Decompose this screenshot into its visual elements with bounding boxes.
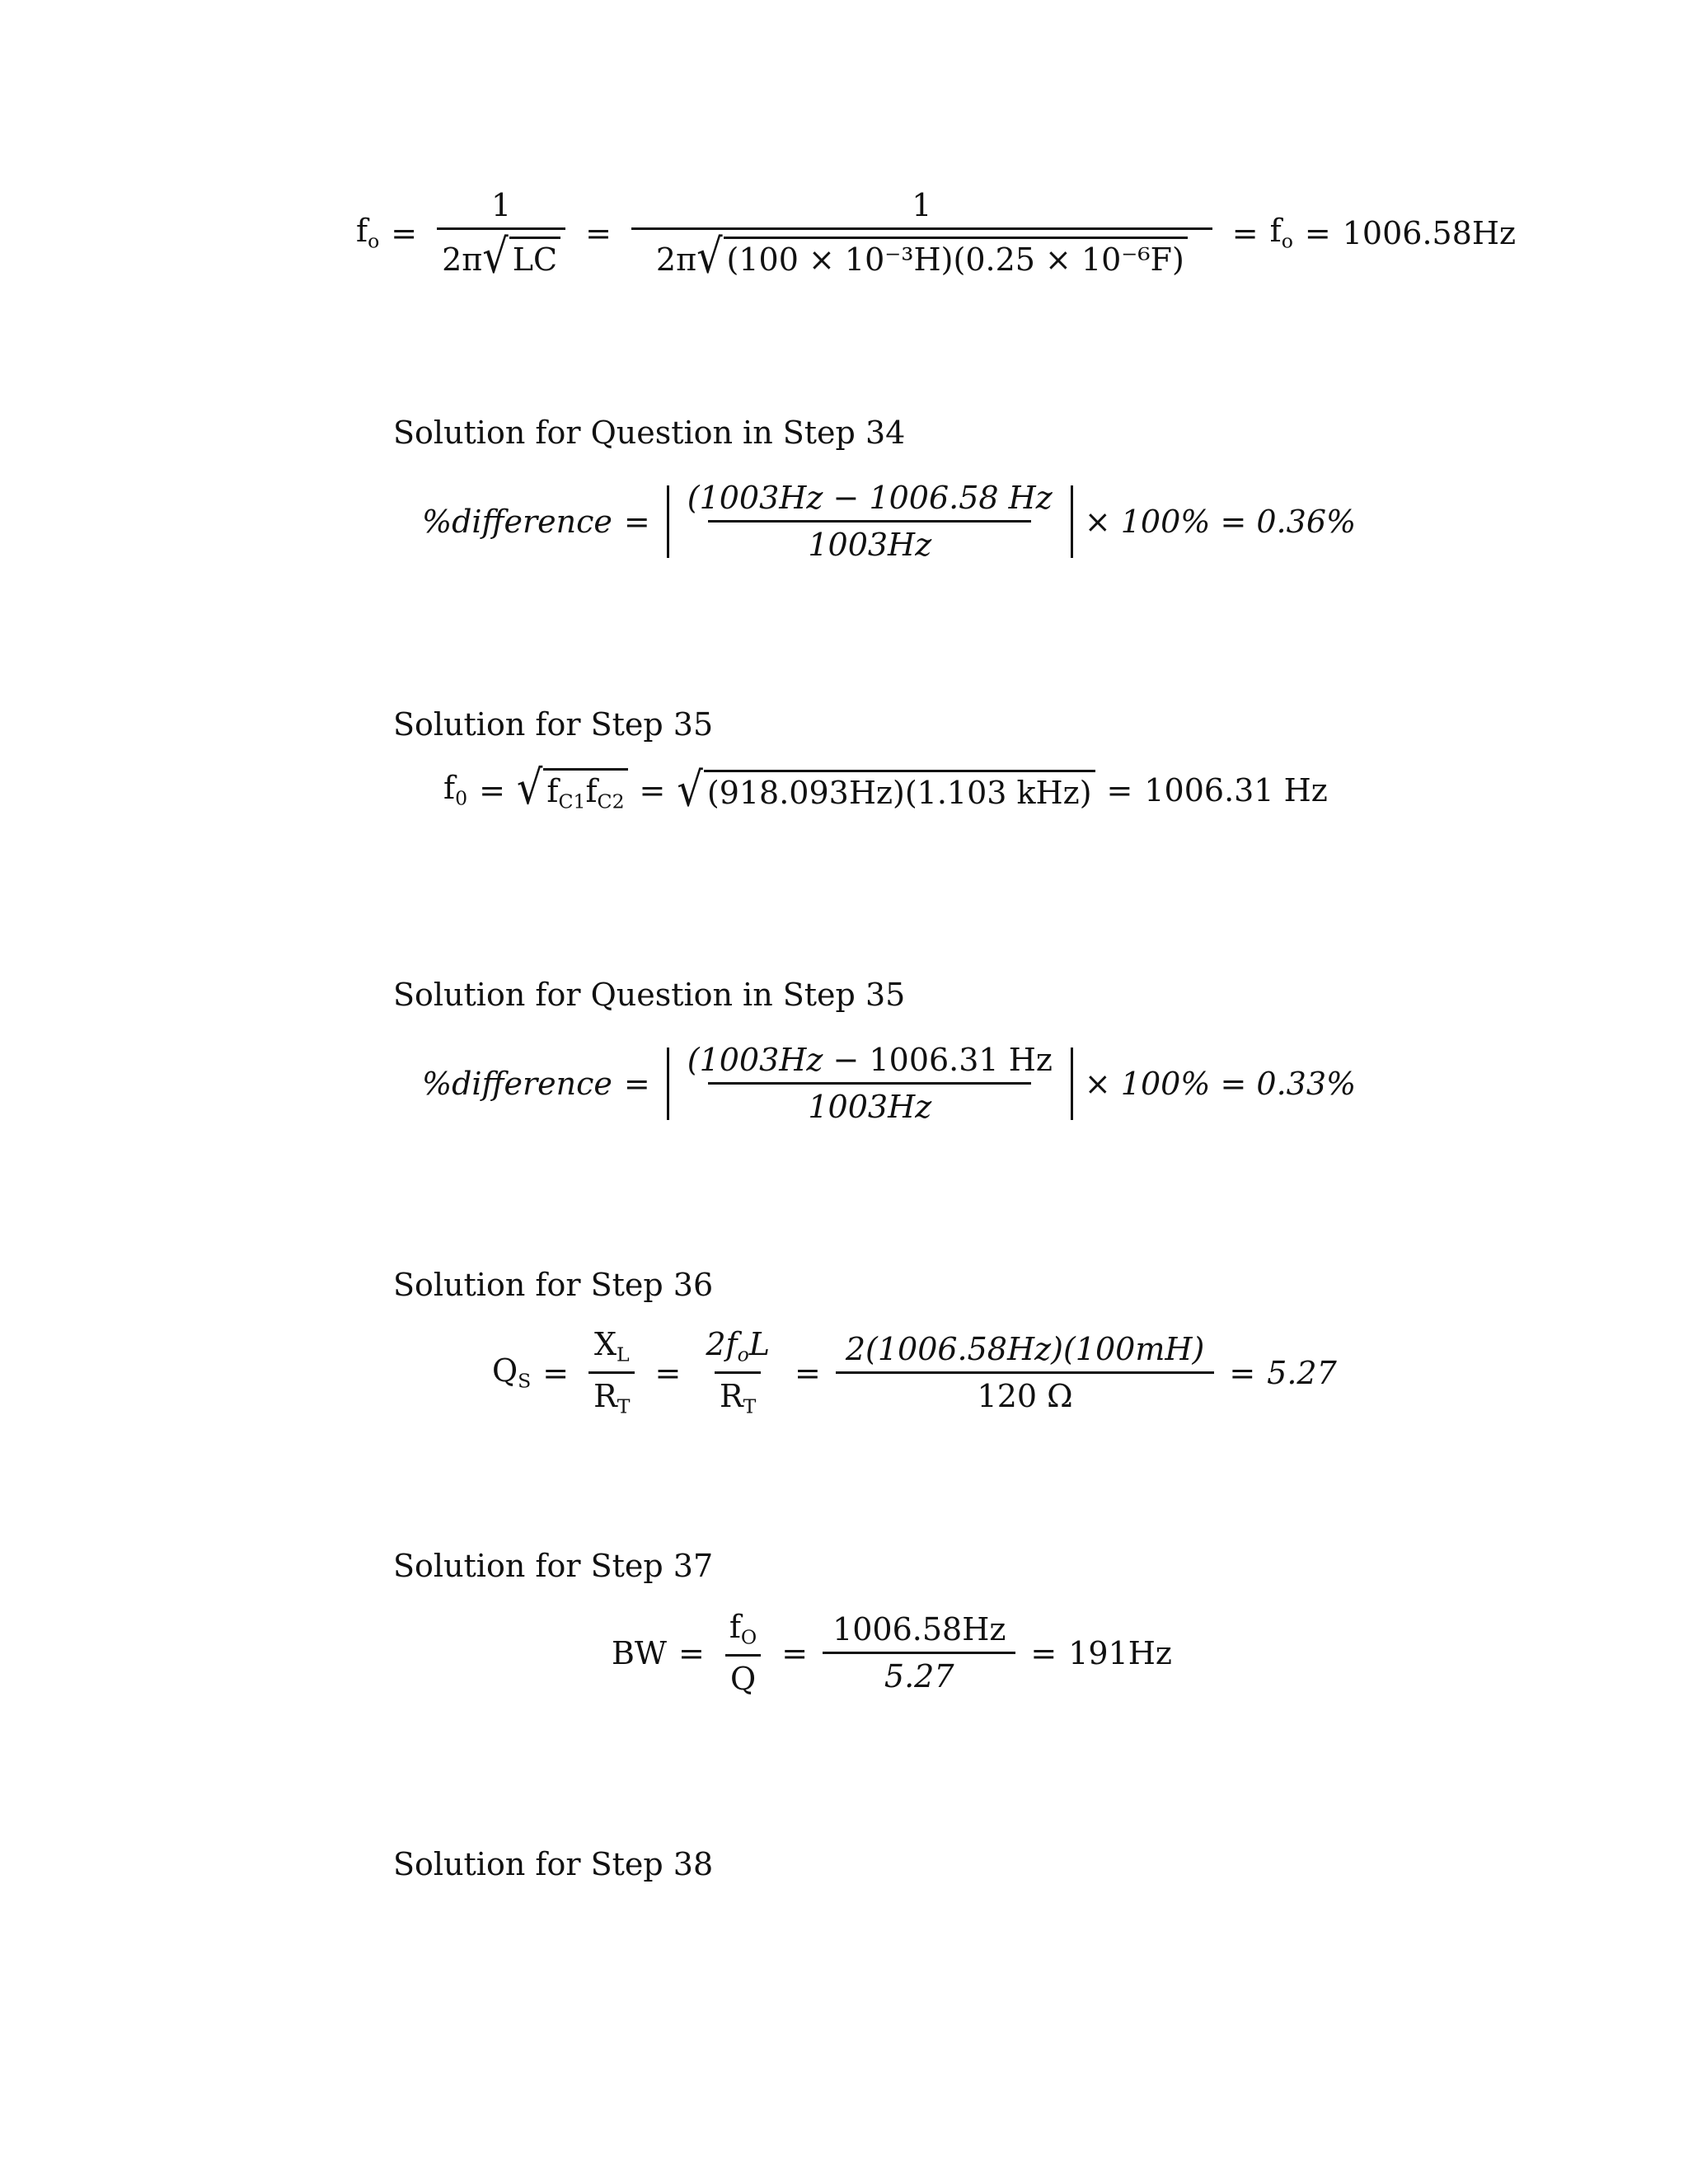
- eq-result: 1006.58Hz: [1342, 215, 1517, 252]
- heading-step-35: Solution for Step 35: [393, 706, 714, 743]
- equation-quality-factor: $Q_S$ = $\frac{X_L}{R_T}$ = $\frac{2f_oL}{R_T}$ = $\frac{2(1006.58Hz)(100mH)}{120 \Omega}$ = 5.27: [492, 1326, 1337, 1418]
- heading-question-step-35: Solution for Question in Step 35: [393, 977, 906, 1013]
- heading-step-37: Solution for Step 37: [393, 1548, 714, 1584]
- heading-step-38: Solution for Step 38: [393, 1846, 714, 1882]
- equation-geometric-mean-frequency: $f_0$ = √ $f_{C1}f_{C2}$ = √ (918.093Hz)(1.103 kHz) = 1006.31 Hz: [443, 760, 1328, 818]
- equation-percent-difference-35: %difference = $\frac{(1003Hz - 1006.31 Hz}{1003Hz}$ × 100% = 0.33%: [422, 1042, 1357, 1125]
- heading-question-step-34: Solution for Question in Step 34: [393, 415, 906, 451]
- equation-resonant-frequency: $f_o$ = 1 2π √ LC = 1 2π √ (100 × 10⁻³H)(0.25 × 10⁻⁶F) = $f_o$ = 1006.58Hz: [356, 187, 1517, 284]
- equation-bandwidth: BW = $\frac{f_O}{Q}$ = $\frac{1006.58Hz}{5.27}$ = 191Hz: [612, 1609, 1172, 1698]
- eq-rhs-symbol: $f_o$: [1269, 213, 1293, 253]
- equation-percent-difference-34: %difference = $\frac{(1003Hz - 1006.58 Hz}{1003Hz}$ × 100% = 0.36%: [422, 480, 1357, 563]
- fraction-1-over-2pi-sqrt-lc: 1 2π √ LC: [437, 190, 565, 277]
- heading-step-36: Solution for Step 36: [393, 1267, 714, 1303]
- eq-lhs: $f_o$: [356, 213, 380, 253]
- fraction-numeric-substitution: 1 2π √ (100 × 10⁻³H)(0.25 × 10⁻⁶F): [631, 190, 1212, 277]
